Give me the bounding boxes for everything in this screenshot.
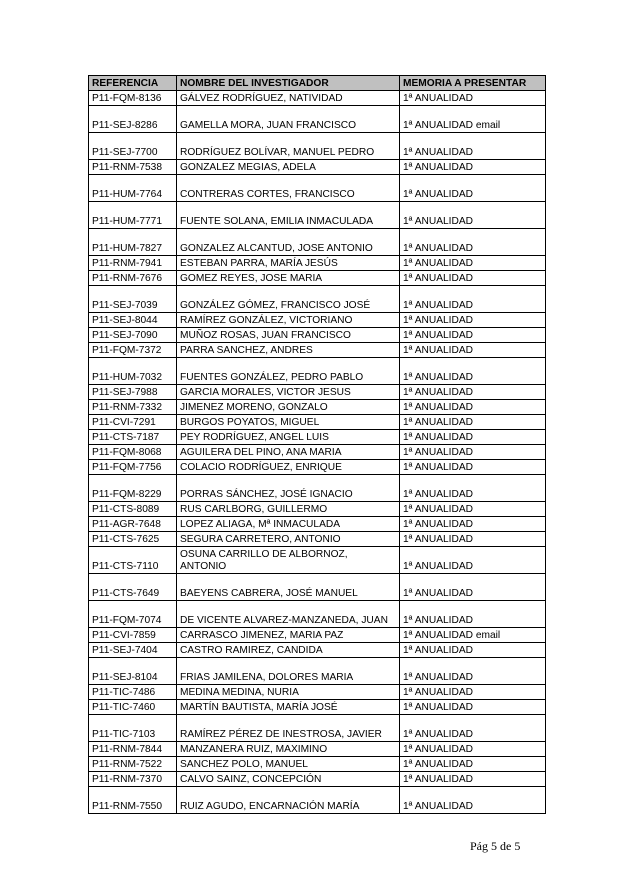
memoria-cell: 1ª ANUALIDAD (400, 772, 546, 787)
investigator-name-cell: PEY RODRÍGUEZ, ANGEL LUIS (177, 430, 400, 445)
referencia-cell: P11-FQM-8136 (89, 91, 177, 106)
investigator-name-cell: MEDINA MEDINA, NURIA (177, 685, 400, 700)
investigator-name-cell: COLACIO RODRÍGUEZ, ENRIQUE (177, 460, 400, 475)
table-row (89, 757, 546, 772)
referencia-cell: P11-AGR-7648 (89, 517, 177, 532)
table-row (89, 787, 546, 814)
investigator-name-cell: GARCIA MORALES, VICTOR JESUS (177, 385, 400, 400)
referencia-cell: P11-SEJ-8286 (89, 106, 177, 133)
table-row (89, 532, 546, 547)
investigator-name-cell: OSUNA CARRILLO DE ALBORNOZ, ANTONIO (177, 547, 400, 574)
referencia-cell: P11-CTS-7649 (89, 574, 177, 601)
referencia-cell: P11-HUM-7764 (89, 175, 177, 202)
memoria-cell: 1ª ANUALIDAD (400, 430, 546, 445)
header-memoria: MEMORIA A PRESENTAR (400, 76, 546, 91)
table-row (89, 643, 546, 658)
investigator-name-cell: CONTRERAS CORTES, FRANCISCO (177, 175, 400, 202)
table-row (89, 175, 546, 202)
investigator-name-cell: ESTEBAN PARRA, MARÍA JESÚS (177, 256, 400, 271)
table-row (89, 502, 546, 517)
memoria-cell: 1ª ANUALIDAD (400, 202, 546, 229)
referencia-cell: P11-RNM-7550 (89, 787, 177, 814)
memoria-cell: 1ª ANUALIDAD (400, 532, 546, 547)
referencia-cell: P11-FQM-7756 (89, 460, 177, 475)
referencia-cell: P11-HUM-7827 (89, 229, 177, 256)
memoria-cell: 1ª ANUALIDAD (400, 229, 546, 256)
investigator-name-cell: BAEYENS CABRERA, JOSÉ MANUEL (177, 574, 400, 601)
table-row (89, 343, 546, 358)
referencia-cell: P11-FQM-8229 (89, 475, 177, 502)
memoria-cell: 1ª ANUALIDAD (400, 601, 546, 628)
investigator-name-cell: PARRA SANCHEZ, ANDRES (177, 343, 400, 358)
investigator-name-cell: CASTRO RAMIREZ, CANDIDA (177, 643, 400, 658)
memoria-cell: 1ª ANUALIDAD (400, 256, 546, 271)
referencia-cell: P11-SEJ-7988 (89, 385, 177, 400)
memoria-cell: 1ª ANUALIDAD (400, 643, 546, 658)
memoria-cell: 1ª ANUALIDAD (400, 415, 546, 430)
table-row (89, 517, 546, 532)
memoria-cell: 1ª ANUALIDAD (400, 517, 546, 532)
investigator-name-cell: SEGURA CARRETERO, ANTONIO (177, 532, 400, 547)
table-row (89, 700, 546, 715)
referencia-cell: P11-RNM-7941 (89, 256, 177, 271)
table-row (89, 256, 546, 271)
table-row (89, 328, 546, 343)
investigator-name-cell: RUS CARLBORG, GUILLERMO (177, 502, 400, 517)
referencia-cell: P11-CVI-7291 (89, 415, 177, 430)
table-row (89, 91, 546, 106)
table-row (89, 628, 546, 643)
investigator-name-cell: FRIAS JAMILENA, DOLORES MARIA (177, 658, 400, 685)
table-row (89, 547, 546, 574)
investigator-name-cell: JIMENEZ MORENO, GONZALO (177, 400, 400, 415)
memoria-cell: 1ª ANUALIDAD (400, 742, 546, 757)
referencia-cell: P11-RNM-7522 (89, 757, 177, 772)
table-row (89, 460, 546, 475)
investigators-table (88, 75, 546, 814)
table-row (89, 400, 546, 415)
investigator-name-cell: FUENTES GONZÁLEZ, PEDRO PABLO (177, 358, 400, 385)
memoria-cell: 1ª ANUALIDAD (400, 475, 546, 502)
referencia-cell: P11-CTS-7625 (89, 532, 177, 547)
referencia-cell: P11-CTS-7187 (89, 430, 177, 445)
referencia-cell: P11-FQM-8068 (89, 445, 177, 460)
referencia-cell: P11-HUM-7771 (89, 202, 177, 229)
investigator-name-cell: CALVO SAINZ, CONCEPCIÓN (177, 772, 400, 787)
memoria-cell: 1ª ANUALIDAD (400, 91, 546, 106)
referencia-cell: P11-RNM-7370 (89, 772, 177, 787)
table-header-row (89, 76, 546, 91)
memoria-cell: 1ª ANUALIDAD (400, 160, 546, 175)
table-row (89, 229, 546, 256)
table-row (89, 430, 546, 445)
memoria-cell: 1ª ANUALIDAD (400, 271, 546, 286)
memoria-cell: 1ª ANUALIDAD (400, 757, 546, 772)
referencia-cell: P11-RNM-7538 (89, 160, 177, 175)
table-row (89, 358, 546, 385)
referencia-cell: P11-SEJ-7404 (89, 643, 177, 658)
table-row (89, 202, 546, 229)
investigator-name-cell: GOMEZ REYES, JOSE MARIA (177, 271, 400, 286)
referencia-cell: P11-TIC-7103 (89, 715, 177, 742)
memoria-cell: 1ª ANUALIDAD (400, 313, 546, 328)
investigator-name-cell: MARTÍN BAUTISTA, MARÍA JOSÉ (177, 700, 400, 715)
page-number: Pág 5 de 5 (470, 839, 521, 853)
investigator-name-cell: RODRÍGUEZ BOLÍVAR, MANUEL PEDRO (177, 133, 400, 160)
referencia-cell: P11-SEJ-7700 (89, 133, 177, 160)
table-row (89, 133, 546, 160)
investigator-name-cell: GAMELLA MORA, JUAN FRANCISCO (177, 106, 400, 133)
investigator-name-cell: BURGOS POYATOS, MIGUEL (177, 415, 400, 430)
investigator-name-cell: FUENTE SOLANA, EMILIA INMACULADA (177, 202, 400, 229)
memoria-cell: 1ª ANUALIDAD (400, 400, 546, 415)
memoria-cell: 1ª ANUALIDAD (400, 133, 546, 160)
investigator-name-cell: RAMÍREZ GONZÁLEZ, VICTORIANO (177, 313, 400, 328)
investigator-name-cell: GONZÁLEZ GÓMEZ, FRANCISCO JOSÉ (177, 286, 400, 313)
table-row (89, 160, 546, 175)
referencia-cell: P11-SEJ-7039 (89, 286, 177, 313)
memoria-cell: 1ª ANUALIDAD (400, 715, 546, 742)
referencia-cell: P11-RNM-7844 (89, 742, 177, 757)
table-row (89, 658, 546, 685)
memoria-cell: 1ª ANUALIDAD (400, 175, 546, 202)
table-row (89, 772, 546, 787)
investigator-name-cell: RAMÍREZ PÉREZ DE INESTROSA, JAVIER (177, 715, 400, 742)
memoria-cell: 1ª ANUALIDAD email (400, 106, 546, 133)
investigator-name-cell: DE VICENTE ALVAREZ-MANZANEDA, JUAN (177, 601, 400, 628)
investigator-name-cell: GÁLVEZ RODRÍGUEZ, NATIVIDAD (177, 91, 400, 106)
memoria-cell: 1ª ANUALIDAD (400, 343, 546, 358)
referencia-cell: P11-CTS-8089 (89, 502, 177, 517)
memoria-cell: 1ª ANUALIDAD (400, 460, 546, 475)
referencia-cell: P11-TIC-7460 (89, 700, 177, 715)
table-row (89, 715, 546, 742)
referencia-cell: P11-SEJ-8104 (89, 658, 177, 685)
referencia-cell: P11-SEJ-8044 (89, 313, 177, 328)
table-row (89, 601, 546, 628)
referencia-cell: P11-CTS-7110 (89, 547, 177, 574)
investigator-name-cell: AGUILERA DEL PINO, ANA MARIA (177, 445, 400, 460)
memoria-cell: 1ª ANUALIDAD (400, 574, 546, 601)
investigator-name-cell: LOPEZ ALIAGA, Mª INMACULADA (177, 517, 400, 532)
memoria-cell: 1ª ANUALIDAD (400, 445, 546, 460)
referencia-cell: P11-RNM-7332 (89, 400, 177, 415)
table-body (89, 91, 546, 814)
table-row (89, 313, 546, 328)
memoria-cell: 1ª ANUALIDAD (400, 700, 546, 715)
memoria-cell: 1ª ANUALIDAD (400, 658, 546, 685)
investigator-name-cell: PORRAS SÁNCHEZ, JOSÉ IGNACIO (177, 475, 400, 502)
header-referencia: REFERENCIA (89, 76, 177, 91)
investigator-name-cell: CARRASCO JIMENEZ, MARIA PAZ (177, 628, 400, 643)
memoria-cell: 1ª ANUALIDAD (400, 502, 546, 517)
referencia-cell: P11-SEJ-7090 (89, 328, 177, 343)
table-row (89, 475, 546, 502)
memoria-cell: 1ª ANUALIDAD (400, 547, 546, 574)
memoria-cell: 1ª ANUALIDAD (400, 685, 546, 700)
referencia-cell: P11-FQM-7372 (89, 343, 177, 358)
table-row (89, 685, 546, 700)
table-row (89, 574, 546, 601)
table-row (89, 742, 546, 757)
investigator-name-cell: RUIZ AGUDO, ENCARNACIÓN MARÍA (177, 787, 400, 814)
referencia-cell: P11-FQM-7074 (89, 601, 177, 628)
investigator-name-cell: SANCHEZ POLO, MANUEL (177, 757, 400, 772)
investigator-name-cell: MANZANERA RUIZ, MAXIMINO (177, 742, 400, 757)
table-row (89, 286, 546, 313)
referencia-cell: P11-TIC-7486 (89, 685, 177, 700)
memoria-cell: 1ª ANUALIDAD (400, 385, 546, 400)
table-row (89, 445, 546, 460)
investigator-name-cell: MUÑOZ ROSAS, JUAN FRANCISCO (177, 328, 400, 343)
memoria-cell: 1ª ANUALIDAD (400, 358, 546, 385)
header-nombre: NOMBRE DEL INVESTIGADOR (177, 76, 400, 91)
referencia-cell: P11-HUM-7032 (89, 358, 177, 385)
table-row (89, 271, 546, 286)
memoria-cell: 1ª ANUALIDAD (400, 328, 546, 343)
table-row (89, 415, 546, 430)
memoria-cell: 1ª ANUALIDAD (400, 286, 546, 313)
referencia-cell: P11-RNM-7676 (89, 271, 177, 286)
table-row (89, 106, 546, 133)
investigator-name-cell: GONZALEZ ALCANTUD, JOSE ANTONIO (177, 229, 400, 256)
memoria-cell: 1ª ANUALIDAD email (400, 628, 546, 643)
investigator-name-cell: GONZALEZ MEGIAS, ADELA (177, 160, 400, 175)
referencia-cell: P11-CVI-7859 (89, 628, 177, 643)
memoria-cell: 1ª ANUALIDAD (400, 787, 546, 814)
table-row (89, 385, 546, 400)
